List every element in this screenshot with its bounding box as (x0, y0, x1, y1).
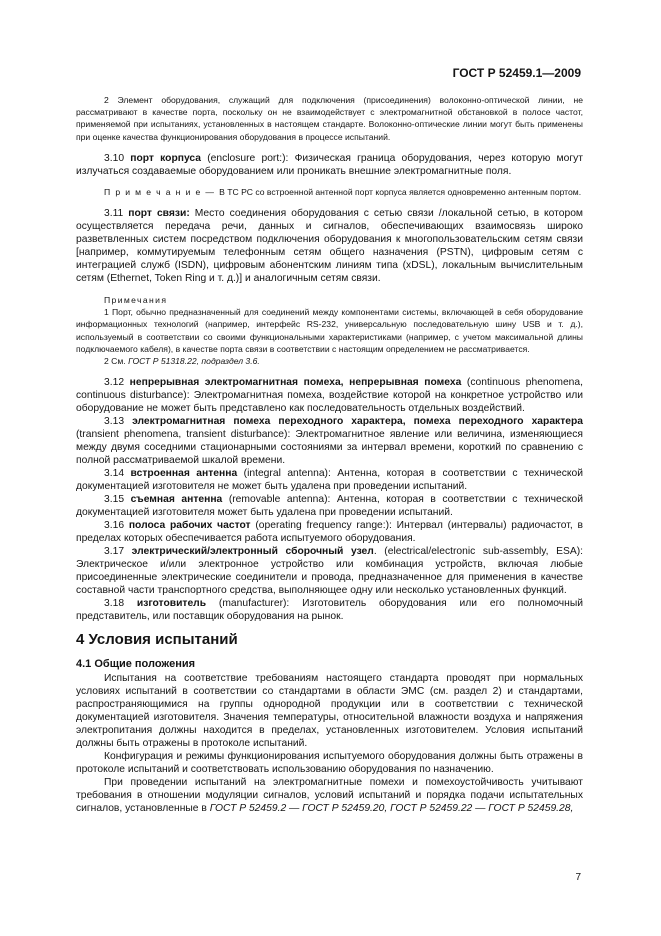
term-3-13 (76, 415, 583, 467)
term-3-11 (76, 207, 583, 285)
section-4-title: 4 Условия испытаний (76, 631, 238, 649)
term-title: съемная антенна (130, 494, 223, 506)
term-title: непрерывная электромагнитная помеха, непрерывная помеха (129, 377, 462, 389)
term-3-15 (76, 493, 583, 519)
term-title: полоса рабочих частот (128, 520, 251, 532)
note-3-10 (76, 186, 583, 198)
term-number: 3.18 (104, 598, 125, 610)
term-definition: (integral antenna): Антенна, которая в соответствии с технической документацией изготовителя не может быть удалена при проведении испытаний. (76, 468, 583, 493)
term-3-18 (76, 597, 583, 623)
standard-references: ГОСТ Р 52459.2 — ГОСТ Р 52459.20, ГОСТ Р 52459.22 — ГОСТ Р 52459.28, (209, 803, 574, 815)
term-number: 3.15 (104, 494, 125, 506)
term-3-12 (76, 376, 583, 415)
note-text: В ТС РС со встроенной антенной порт корпуса является одновременно антенным портом. (219, 186, 582, 197)
note-3-11-2 (76, 355, 583, 367)
page-content (76, 94, 583, 815)
term-number: 3.17 (104, 546, 125, 558)
paragraph-4-1-2: Конфигурация и режимы функционирования испытуемого оборудования должны быть отражены в протоколе испытаний и соответствовать использованию оборудования по назначению. (76, 751, 583, 776)
term-number: 3.10 (104, 152, 125, 164)
term-3-17 (76, 545, 583, 597)
document-header: ГОСТ Р 52459.1—2009 (452, 66, 581, 80)
term-title: электромагнитная помеха переходного характера, помеха переходного характера (132, 416, 583, 428)
term-3-16 (76, 519, 583, 545)
note-2-text: 2 Элемент оборудования, служащий для подключения (присоединения) волоконно-оптической линии, не рассматривают в качестве порта, поскольку он не взаимодействует с электромагнитной обстановкой в полосе частот, применяемой при испытаниях, установленных в настоящем стандарте. Волоконно-оптические линии могут быть применены при оценке качества функционирования оборудования в процессе испытаний. (76, 95, 583, 142)
term-definition: (enclosure port:): Физическая граница оборудования, через которую могут излучаться создаваемые оборудованием или проникать внешние электромагнитные поля. (76, 152, 583, 177)
term-title: встроенная антенна (130, 468, 238, 480)
subsection-4-1-title: 4.1 Общие положения (76, 658, 196, 671)
term-title: порт связи: (128, 208, 190, 220)
term-definition: (transient phenomena, transient disturbance): Электромагнитное явление или величина, изменяющиеся между двумя соседними стационарными состояниями за интервал времени, короткий по сравнению с полной рассматриваемой шкалой времени. (76, 429, 583, 467)
term-title: порт корпуса (130, 152, 202, 164)
paragraph-text: При проведении испытаний на электромагнитные помехи и помехоустойчивость учитывают требования в отношении модуляции сигналов, условий испытаний и порядка подачи испытательных сигналов, установленные в (76, 777, 583, 815)
term-definition: . (electrical/electronic sub-assembly, ESA): Электрическое и/или электронное устройство или комбинация устройств, включая любые присоединенные электрические соединители и провода, предназначенное для применения в качестве составной части транспортного средства, выполняющее одну или несколько установленных функций. (76, 546, 583, 597)
term-number: 3.13 (104, 416, 125, 428)
paragraph-4-1-1: Испытания на соответствие требованиям настоящего стандарта проводят при нормальных условиях испытаний в соответствии со стандартами в области ЭМС (см. раздел 2) и стандартами, распространяющимися на группы однородной продукции или в соответствии с технической документацией изготовителя. Значения температуры, относительной влажности воздуха и напряжения электропитания должны находится в пределах, установленных изготовителем. Условия испытаний должны быть отражены в протоколе испытаний. (76, 673, 583, 750)
note-reference: ГОСТ Р 51318.22, подраздел 3.6. (128, 356, 260, 367)
term-number: 3.11 (104, 208, 124, 220)
term-number: 3.16 (104, 520, 125, 532)
term-definition: (continuous phenomena, continuous disturbance): Электромагнитная помеха, воздействие которой на конкретное устройство или оборудование не может быть представлено как последовательность отдельных воздействий. (76, 377, 583, 415)
term-3-10 (76, 152, 583, 178)
term-definition: (removable antenna): Антенна, которая в соответствии с технической документацией изготовителя может быть удалена при проведении испытаний. (76, 494, 583, 519)
note-3-11-1: 1 Порт, обычно предназначенный для соединений между компонентами системы, включающей в себя оборудование информационных технологий (например, интерфейс RS-232, универсальную последовательную шину USB и т. д.), используемый в соответствии со своими функциональными характеристиками (например, с учетом максимальной длины подключаемого кабеля), в качестве порта связи в соответствии с настоящим определением не рассматривается. (76, 307, 583, 354)
term-definition: Место соединения оборудования с сетью связи /локальной сетью, в котором осуществляется передача речи, данных и сигналов, обеспечивающих взаимосвязь широко разветвленных систем посредством подключения оборудования к многопользовательским сетям связи [например, коммутируемым телефонным сетям общего назначения (PSTN), цифровым сетям с интеграцией служб (ISDN), цифровым абонентским линиям типа (xDSL), локальным вычислительным сетям (Ethernet, Token Ring и т. д.)] и аналогичным сетям связи. (76, 208, 584, 285)
note-prefix: 2 См. (104, 356, 129, 367)
page-number: 7 (575, 872, 581, 883)
term-title: электрический/электронный сборочный узел (131, 546, 374, 558)
term-title: изготовитель (136, 598, 207, 610)
term-3-14 (76, 467, 583, 493)
term-number: 3.14 (104, 468, 125, 480)
term-definition: (manufacturer): Изготовитель оборудования или его полномочный представитель, или поставщик оборудования на рынок. (76, 598, 583, 623)
notes-heading: Примечания (104, 295, 168, 306)
term-definition: (operating frequency range:): Интервал (интервалы) радиочастот, в пределах которых обеспечивается работа испытуемого оборудования. (76, 520, 583, 545)
note-label: П р и м е ч а н и е — (104, 186, 220, 197)
paragraph-4-1-3 (76, 776, 583, 815)
term-number: 3.12 (104, 377, 125, 389)
